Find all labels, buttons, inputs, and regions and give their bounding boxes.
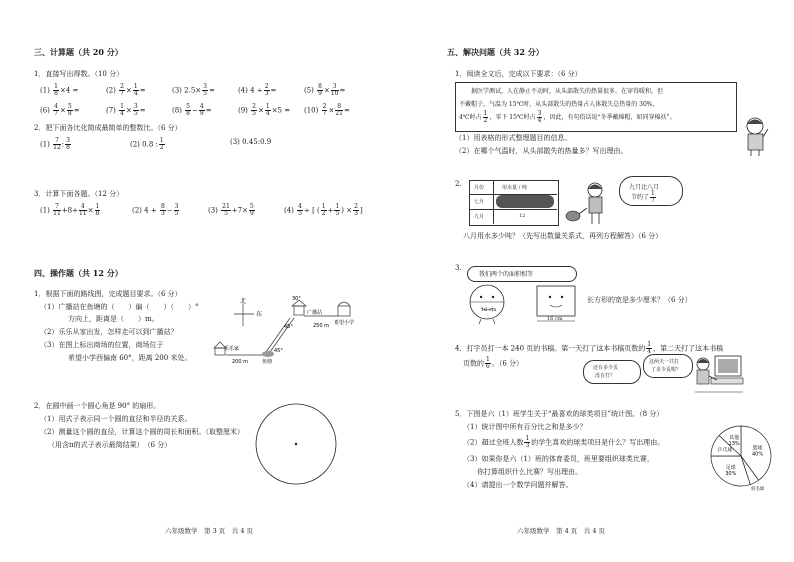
fraction: $\frac{8}{21}$ — [335, 103, 343, 117]
fraction: $\frac{3}{8}$ — [66, 137, 70, 151]
calc-item: (3) 2.5× $\frac{3}{5}$ = — [172, 83, 215, 97]
th-month: 月份 — [474, 185, 485, 191]
circle-center — [295, 443, 297, 445]
calc-item: (6) $\frac{4}{7}$ × $\frac{5}{8}$ = — [40, 103, 80, 117]
fraction: $\frac{7}{12}$ — [53, 137, 61, 151]
calc-expression: (1) $\frac{7}{11}$ +8+ $\frac{4}{11}$ × $\frac{1}{8}$ — [40, 203, 100, 217]
op1-title: 1．根据下面的路线图，完成题目要求。（6 分） — [34, 290, 182, 298]
calc-item: (1) $\frac{1}{8}$ ×4 = — [40, 83, 79, 97]
p1-frac-1: $\frac{1}{2}$ — [483, 110, 488, 124]
p5-title: 5．下图是六（1）班学生关于“最喜欢的球类项目”统计图。（8 分） — [455, 410, 664, 418]
pie-label-3: 乒乓球 — [717, 447, 733, 454]
calc-item: (5) $\frac{8}{9}$ × $\frac{3}{10}$ = — [304, 83, 346, 97]
op2-line1: （1）用式子表示同一个圆的直径和半径的关系。 — [40, 415, 192, 423]
right-page — [397, 0, 794, 562]
p2-question: 八月用水多少吨？（先写出数量关系式，再列方程解答）（6 分） — [463, 232, 663, 240]
angle3-label: 45° — [274, 348, 283, 354]
route-map — [210, 292, 370, 372]
op1-line3: （3）在图上标出商场的位置，商场位于 — [40, 341, 164, 349]
p4-line1: 4．打字员打一本 240 页的书稿。第一天打了这本书稿页数的 $\frac{1}{4}$ ，第二天打了这本书稿 — [455, 341, 724, 355]
table-line-2 — [469, 209, 557, 210]
calc-item: (9) $\frac{2}{5}$ × $\frac{1}{4}$ ×5 = — [238, 103, 291, 117]
table-col-line — [493, 180, 494, 224]
fraction: $\frac{5}{9}$ — [249, 203, 254, 217]
row-july: 七月 — [474, 199, 485, 205]
ratio-item: (2) 0.8 : $\frac{1}{2}$ — [130, 137, 164, 151]
fraction: $\frac{1}{4}$ — [120, 103, 124, 117]
pie-label-2: 羽毛球 — [750, 487, 765, 493]
circle-dim-label: 16 cm — [481, 307, 497, 313]
fraction: $\frac{2}{3}$ — [264, 83, 269, 97]
p4-frac-2: $\frac{1}{6}$ — [486, 356, 490, 370]
pie-label-0: 篮球 — [752, 445, 763, 452]
op1-line1b: 方向上，距离是（ ）m。 — [68, 315, 159, 323]
pie-label-1: 足球 — [725, 465, 736, 472]
fraction: $\frac{4}{9}$ — [199, 103, 204, 117]
calc-item: (10) $\frac{2}{7}$ × $\frac{8}{21}$ = — [304, 103, 350, 117]
compass-east: 东 — [256, 311, 263, 318]
p1-box-line1: 据医学测试，人在静止不动时，从头部散失的热量很多。在穿得暖和，但 — [471, 88, 664, 95]
p4-frac-1: $\frac{1}{4}$ — [647, 341, 652, 355]
pond-label: 鱼塘 — [262, 359, 273, 365]
school-icon — [338, 302, 350, 316]
fraction: $\frac{2}{5}$ — [252, 103, 256, 117]
p1-frac-2: $\frac{3}{4}$ — [537, 110, 542, 124]
pie-chart — [701, 420, 787, 496]
pie-label-1: 30% — [725, 471, 737, 478]
fraction: $\frac{3}{10}$ — [330, 83, 339, 97]
q3-title: 3．计算下面各题。（12 分） — [34, 190, 124, 198]
op2-line2: （2）测量这个圆的直径，计算这个圆的周长和面积。（取整厘米） — [40, 428, 244, 436]
broadcast-station-icon — [292, 300, 306, 315]
calc-item: (4) 4 ÷ $\frac{2}{3}$ = — [238, 83, 277, 97]
op2-line3: （用含π的式子表示最简结果） （6 分） — [48, 441, 172, 449]
op1-line1: （1）广播站在鱼塘的（ ）偏（ ）（ ）° — [40, 303, 199, 311]
fraction: $\frac{1}{5}$ — [335, 203, 340, 217]
fraction: $\frac{1}{2}$ — [321, 203, 326, 217]
calc-item: (8) $\frac{5}{8}$ − $\frac{4}{9}$ = — [172, 103, 212, 117]
fraction: $\frac{1}{4}$ — [133, 83, 138, 97]
fraction: $\frac{8}{9}$ — [318, 83, 322, 97]
fraction: $\frac{3}{5}$ — [133, 103, 138, 117]
smiling-circle-figure — [463, 284, 513, 326]
p3-bubble-text: 我们两个的面积相等 — [479, 271, 534, 278]
calc-expression: (2) 4 + $\frac{8}{3}$ − $\frac{3}{5}$ — [132, 203, 179, 217]
th-usage: 用水量 / 吨 — [502, 185, 527, 191]
p4-line2: 页数的 $\frac{1}{6}$ 。（6 分） — [463, 356, 524, 370]
fraction: $\frac{3}{5}$ — [174, 203, 179, 217]
p3-number: 3. — [455, 264, 462, 272]
ratio-item: (3) 0.45:0.9 — [230, 138, 272, 146]
p2-bubble-b: 节约了 $\frac{1}{7}$ — [631, 190, 655, 204]
right-footer: 六年级数学 第 4 页 共 4 页 — [517, 527, 606, 535]
fraction: $\frac{5}{8}$ — [67, 103, 72, 117]
p2-bubble-frac: $\frac{1}{7}$ — [651, 190, 655, 204]
p5-q2: （2）超过全班人数 $\frac{1}{3}$ 的学生喜欢的球类项目是什么？写出理由。 — [463, 435, 665, 449]
p1-box-line2: 不戴帽子，气温为 15℃时，从头部散失的热量占人体散失总热量的 30%， — [459, 101, 659, 108]
fraction: $\frac{1}{2}$ — [159, 137, 164, 151]
p4-bubble-a: 还有多少页 — [593, 365, 619, 371]
q1-title: 1．直接写出得数。（10 分） — [34, 70, 124, 78]
dist2-label: 200 m — [232, 359, 249, 365]
p1-q1: （1）用表格的形式整理题目的信息。 — [455, 134, 572, 142]
circle-figure — [254, 402, 338, 486]
ink-blot-icon — [496, 195, 554, 208]
fraction: $\frac{4}{11}$ — [78, 203, 87, 217]
p5-q4: （4）请提出一个数学问题并解答。 — [463, 481, 573, 489]
op1-line3b: 希望小学西偏南 60°，距离 200 米处。 — [68, 354, 192, 362]
left-footer: 六年级数学 第 3 页 共 4 页 — [165, 527, 254, 535]
p3-question: 长方形的宽是多少厘米？（6 分） — [587, 296, 692, 304]
fraction: $\frac{5}{8}$ — [186, 103, 190, 117]
boy-thinking-icon — [739, 115, 773, 157]
p5-q3a: （3）如果你是六（1）班的体育委员，班里要组织球类比赛， — [463, 455, 654, 463]
pie-label-4: 其他 — [729, 435, 740, 442]
p2-number: 2. — [455, 180, 462, 188]
section4-title: 四、操作题（共 12 分） — [34, 268, 123, 278]
p5-q1: （1）统计图中所有百分比之和是多少？ — [463, 423, 587, 431]
p2-bubble-a: 九月比八月 — [629, 184, 660, 191]
p1-box-line3: 4℃时占 $\frac{1}{2}$ ，零下 15℃时占 $\frac{3}{4}$ ，因此，有句俗话说“冬季戴棉帽，如同穿棉袄”。 — [459, 110, 676, 124]
pond-icon — [262, 351, 274, 357]
school-label: 希望小学 — [334, 320, 355, 326]
calc-expression: (4) $\frac{4}{5}$ ÷ [ ( $\frac{1}{2}$ + $\frac{1}{5}$ ) × $\frac{2}{3}$ ] — [284, 203, 363, 217]
fraction: $\frac{1}{8}$ — [54, 83, 58, 97]
p4-bubble-b: 没有打？ — [595, 373, 616, 379]
fraction: $\frac{2}{7}$ — [322, 103, 327, 117]
p5-q3b: 你打算组织什么比赛？写出理由。 — [477, 468, 582, 476]
angle2-label: 45° — [284, 324, 293, 330]
calc-item: (7) $\frac{1}{4}$ × $\frac{3}{5}$ = — [106, 103, 146, 117]
fraction: $\frac{2}{7}$ — [120, 83, 124, 97]
fraction: $\frac{21}{5}$ — [222, 203, 230, 217]
dist1-label: 250 m — [313, 323, 330, 329]
op1-line2: （2）乐乐从家出发，怎样走可以到广播站？ — [40, 328, 178, 336]
station-label: 广播站 — [307, 310, 323, 316]
fraction: $\frac{1}{4}$ — [265, 103, 270, 117]
fraction: $\frac{3}{5}$ — [203, 83, 207, 97]
p4-bubble-c: 这两天一共打 — [649, 359, 680, 365]
p4-bubble-d: 了多少页呢？ — [651, 367, 682, 373]
fraction: $\frac{4}{5}$ — [298, 203, 302, 217]
section5-title: 五、解决问题（共 32 分） — [447, 47, 544, 57]
q2-title: 2．把下面各比化简成最简单的整数比。（6 分） — [34, 124, 182, 132]
fraction: $\frac{8}{3}$ — [160, 203, 165, 217]
p5-frac: $\frac{1}{3}$ — [525, 435, 530, 449]
row-sept: 九月 — [474, 214, 485, 220]
home-label: 乐乐家 — [224, 346, 240, 352]
p1-title: 1．阅读全文后，完成以下要求：（6 分） — [455, 70, 582, 78]
fraction: $\frac{4}{7}$ — [54, 103, 58, 117]
watering-can-and-girl-icon — [565, 180, 609, 226]
fraction: $\frac{7}{11}$ — [53, 203, 61, 217]
compass-north: 北 — [240, 298, 247, 305]
pie-label-0: 40% — [751, 451, 764, 458]
calc-expression: (3) $\frac{21}{5}$ +7× $\frac{5}{9}$ — [208, 203, 254, 217]
fraction: $\frac{1}{8}$ — [95, 203, 100, 217]
ratio-item: (1) $\frac{7}{12}$ : $\frac{3}{8}$ — [40, 137, 70, 151]
p1-q2: （2）在哪个气温时，从头部散失的热量多？写出理由。 — [455, 147, 628, 155]
calc-item: (2) $\frac{2}{7}$ × $\frac{1}{4}$ = — [106, 83, 146, 97]
fraction: $\frac{2}{3}$ — [354, 203, 358, 217]
angle1-label: 30° — [292, 296, 301, 302]
row-sept-value: 12 — [519, 213, 526, 219]
section3-title: 三、计算题（共 20 分） — [34, 47, 123, 57]
rect-dim-label: 16 cm — [547, 316, 563, 322]
op2-line0: 2．在圆中画一个圆心角是 90° 的扇形。 — [34, 402, 161, 410]
pie-label-4: 13% — [728, 441, 740, 448]
typist-computer-icon — [693, 352, 745, 394]
